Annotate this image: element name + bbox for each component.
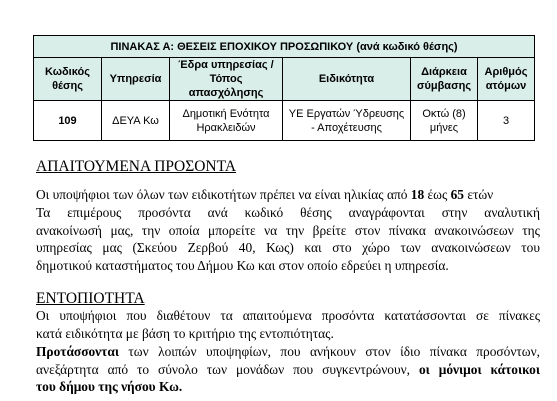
header-duration: Διάρκεια σύμβασης <box>411 58 478 101</box>
paragraph-line: κατά ειδικότητα με βάση το κριτήριο της εντοπιότητας. <box>36 325 334 341</box>
age-line: Οι υποψήφιοι των όλων των ειδικοτήτων πρέπει να είναι ηλικίας από 18 έως 65 ετών <box>36 187 494 202</box>
cell-specialty: ΥΕ Εργατών Ύδρευσης - Αποχέτευσης <box>283 101 411 141</box>
header-specialty: Ειδικότητα <box>283 58 411 101</box>
paragraph-line: υπηρεσίας μας (Σκεύου Ζερβού 40, Κως) και στο χώρο των ανακοινώσεων του <box>36 240 540 256</box>
cell-duration: Οκτώ (8) μήνες <box>411 101 478 141</box>
requirements-details-paragraph <box>36 204 540 274</box>
max-age: 65 <box>450 187 464 202</box>
header-code: Κωδικός θέσης <box>34 58 102 101</box>
requirements-age-paragraph <box>36 186 540 204</box>
header-seat: Έδρα υπηρεσίας / Τόπος απασχόλησης <box>170 58 283 101</box>
cell-count: 3 <box>478 101 535 141</box>
header-service: Υπηρεσία <box>102 58 170 101</box>
cell-service: ΔΕΥΑ Κω <box>102 101 170 141</box>
paragraph-line: Τα επιμέρους προσόντα ανά κωδικό θέσης αναγράφονται στην αναλυτική <box>36 205 540 220</box>
requirements-heading: ΑΠΑΙΤΟΥΜΕΝΑ ΠΡΟΣΟΝΤΑ <box>36 158 237 175</box>
positions-table <box>33 35 535 141</box>
header-count: Αριθμός ατόμων <box>478 58 535 101</box>
cell-code: 109 <box>34 101 102 141</box>
paragraph-line: Προτάσσονται των λοιπών υποψηφίων, που ανήκουν στον ίδιο πίνακα προσόντων, <box>36 344 540 359</box>
paragraph-line: δημοτικού καταστήματος του Δήμου Κω και στον οποίο εδρεύει η υπηρεσία. <box>36 257 449 273</box>
locality-paragraph <box>36 307 540 342</box>
table-title: ΠΙΝΑΚΑΣ Α: ΘΕΣΕΙΣ ΕΠΟΧΙΚΟΥ ΠΡΟΣΩΠΙΚΟΥ (ανά κωδικό θέσης) <box>34 36 535 58</box>
min-age: 18 <box>410 187 425 202</box>
cell-seat: Δημοτική Ενότητα Ηρακλειδών <box>170 101 283 141</box>
table-header-row <box>34 58 535 101</box>
locality-priority-paragraph <box>36 343 540 396</box>
table-row <box>34 101 535 141</box>
paragraph-line: ανακοίνωσή μας, την οποία μπορείτε να την βρείτε στον πίνακα ανακοινώσεων της <box>36 222 540 238</box>
locality-heading: ΕΝΤΟΠΙΟΤΗΤΑ <box>36 290 145 307</box>
paragraph-line: Οι υποψήφιοι που διαθέτουν τα απαιτούμενα προσόντα κατατάσσονται σε πίνακες <box>36 308 540 323</box>
paragraph-line: ανεξάρτητα από το σύνολο των μονάδων που συγκεντρώνουν, οι μόνιμοι κάτοικοι <box>36 361 540 377</box>
paragraph-line: του δήμου της νήσου Κω. <box>36 379 183 395</box>
